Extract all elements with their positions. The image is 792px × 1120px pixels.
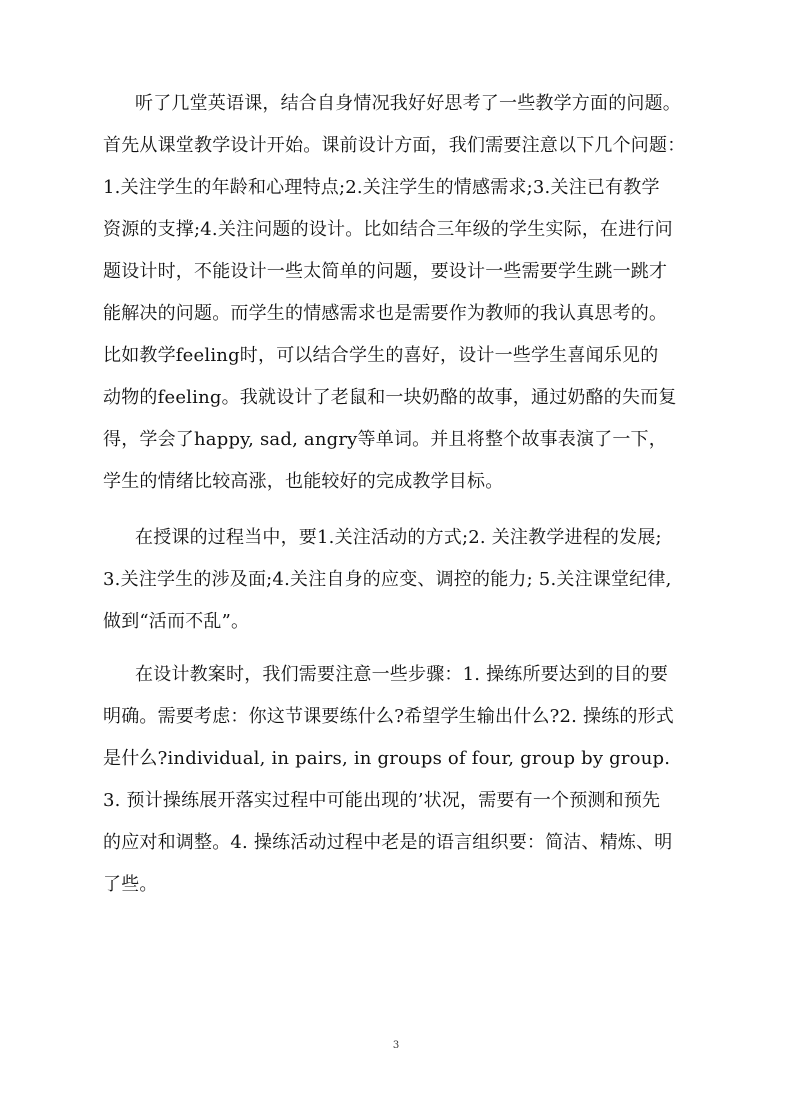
paragraph-line: 1.关注学生的年龄和心理特点;2.关注学生的情感需求;3.关注已有教学	[103, 177, 660, 198]
paragraph-line: 学生的情绪比较高涨，也能较好的完成教学目标。	[103, 471, 504, 492]
paragraph-line: 听了几堂英语课，结合自身情况我好好思考了一些教学方面的问题。	[135, 93, 681, 114]
page-number: 3	[392, 1040, 400, 1051]
paragraph-line: 比如教学feeling时，可以结合学生的喜好，设计一些学生喜闻乐见的	[103, 345, 659, 366]
paragraph-line: 动物的feeling。我就设计了老鼠和一块奶酪的故事，通过奶酪的失而复	[103, 387, 677, 408]
paragraph-line: 明确。需要考虑：你这节课要练什么?希望学生输出什么?2. 操练的形式	[103, 706, 674, 727]
paragraph-line: 做到“活而不乱”。	[103, 611, 250, 632]
paragraph-line: 了些。	[103, 874, 158, 895]
paragraph-line: 首先从课堂教学设计开始。课前设计方面，我们需要注意以下几个问题：	[103, 135, 686, 156]
paragraph-line: 资源的支撑;4.关注问题的设计。比如结合三年级的学生实际，在进行问	[103, 219, 673, 240]
paragraph-line: 能解决的问题。而学生的情感需求也是需要作为教师的我认真思考的。	[103, 303, 668, 324]
paragraph-line: 题设计时，不能设计一些太简单的问题，要设计一些需要学生跳一跳才	[103, 261, 668, 282]
paragraph-line: 得，学会了happy, sad, angry等单词。并且将整个故事表演了一下，	[103, 429, 667, 450]
paragraph-line: 在设计教案时，我们需要注意一些步骤：1. 操练所要达到的目的要	[135, 664, 669, 685]
paragraph-line: 是什么?individual, in pairs, in groups of four, group by group.	[103, 748, 671, 769]
paragraph-line: 3. 预计操练展开落实过程中可能出现的’状况，需要有一个预测和预先	[103, 790, 661, 811]
paragraph-line: 3.关注学生的涉及面;4.关注自身的应变、调控的能力; 5.关注课堂纪律,	[103, 569, 672, 590]
paragraph-line: 的应对和调整。4. 操练活动过程中老是的语言组织要：简洁、精炼、明	[103, 832, 673, 853]
paragraph-line: 在授课的过程当中，要1.关注活动的方式;2. 关注教学进程的发展;	[135, 527, 662, 548]
